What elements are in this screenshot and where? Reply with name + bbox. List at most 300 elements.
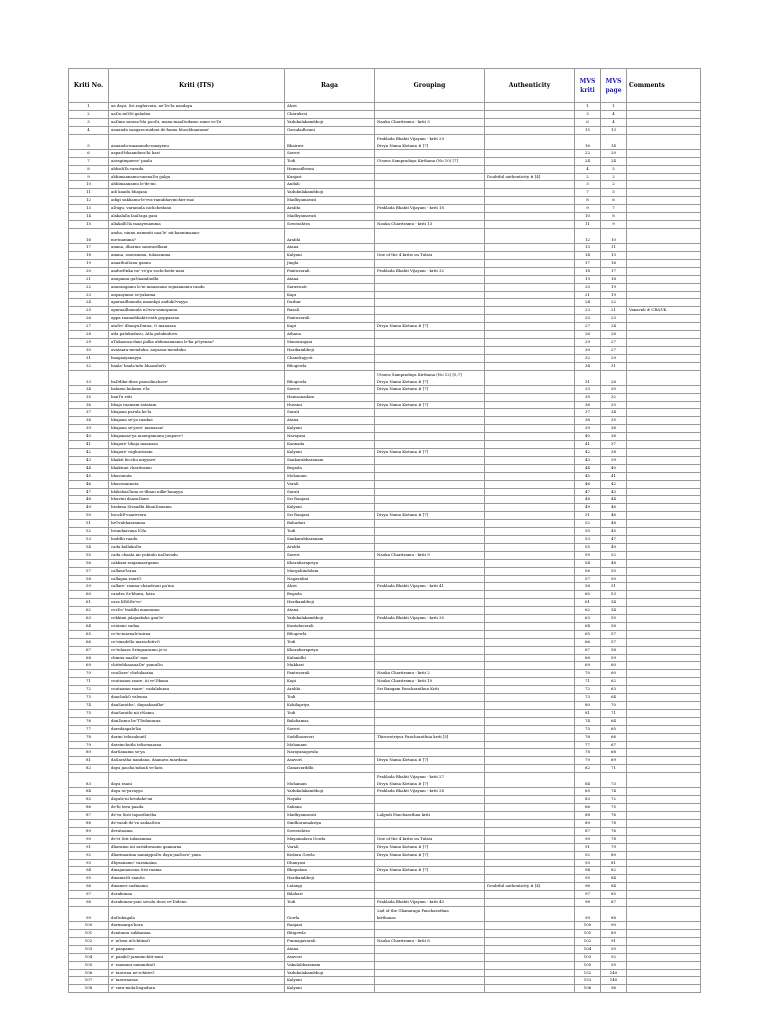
grouping-cell (375, 472, 485, 480)
header-authenticity: Authenticity (485, 69, 575, 103)
comments-cell (627, 181, 701, 189)
table-row (69, 599, 701, 607)
table-row (69, 244, 701, 252)
header-grouping: Grouping (375, 69, 485, 103)
authenticity-cell (485, 867, 575, 875)
authenticity-cell: Doubtful authenticity # [4] (485, 173, 575, 181)
mvs-kriti-cell: 74 (575, 717, 601, 725)
mvs-page-cell: 87 (601, 899, 627, 907)
authenticity-cell (485, 441, 575, 449)
kriti-name-cell: banTu riiti (109, 393, 285, 401)
grouping-cell (375, 646, 485, 654)
raga-cell: Todi (285, 709, 375, 717)
raga-cell: Bilogowla (285, 630, 375, 638)
comments-cell (627, 535, 701, 543)
comments-cell (627, 686, 701, 694)
kriti-no-cell: 47 (69, 488, 109, 496)
raga-cell: Kalyani (285, 977, 375, 985)
comments-cell (627, 291, 701, 299)
grouping-cell (375, 591, 485, 599)
mvs-kriti-cell: 51 (575, 512, 601, 520)
grouping-cell (375, 859, 485, 867)
table-row (69, 331, 701, 339)
header-comments: Comments (627, 69, 701, 103)
comments-cell (627, 110, 701, 118)
mvs-kriti-cell: 70 (575, 670, 601, 678)
table-row (69, 543, 701, 551)
mvs-kriti-cell: 36 (575, 401, 601, 409)
kriti-no-cell: 88 (69, 819, 109, 827)
comments-cell (627, 504, 701, 512)
table-row (69, 449, 701, 457)
kriti-name-cell: de'hi tava paada (109, 804, 285, 812)
mvs-page-cell: 54 (601, 599, 627, 607)
kriti-name-cell: bhajana parula ke'la (109, 409, 285, 417)
mvs-page-cell: 9 (601, 220, 627, 228)
grouping-cell (375, 796, 485, 804)
raga-cell: Kalanidhi (285, 654, 375, 662)
grouping-cell (375, 930, 485, 938)
mvs-page-cell: 19 (601, 283, 627, 291)
mvs-kriti-cell: 19 (575, 275, 601, 283)
mvs-kriti-cell: 101 (575, 930, 601, 938)
kriti-no-cell: 31 (69, 354, 109, 362)
grouping-cell (375, 504, 485, 512)
authenticity-cell (485, 496, 575, 504)
raga-cell: Punnagavarali (285, 937, 375, 945)
grouping-cell (375, 496, 485, 504)
raga-cell: Varali (285, 480, 375, 488)
authenticity-cell (485, 985, 575, 993)
kriti-name-cell: allakallOla maayenamma (109, 220, 285, 228)
kriti-name-cell: ataDe' dhanyuDuraa, O manasaa (109, 323, 285, 331)
grouping-cell (375, 827, 485, 835)
raga-cell: Sahana (285, 804, 375, 812)
comments-cell (627, 646, 701, 654)
kriti-no-cell: 69 (69, 662, 109, 670)
mvs-page-cell: 39 (601, 456, 627, 464)
raga-cell: Kapi (285, 323, 375, 331)
mvs-kriti-cell: 87 (575, 827, 601, 835)
table-row (69, 149, 701, 157)
authenticity-cell (485, 945, 575, 953)
raga-cell: Kunjari (285, 173, 375, 181)
mvs-kriti-cell: 80 (575, 702, 601, 710)
comments-cell (627, 189, 701, 197)
kriti-name-cell: dinajanaavana Srii raama (109, 867, 285, 875)
grouping-cell (375, 575, 485, 583)
grouping-cell (375, 425, 485, 433)
grouping-cell: Utsava Sampradaya Kirthana (No 12) [5,7] Divya Nama Kirtana # [7] (375, 370, 485, 385)
table-row (69, 859, 701, 867)
kriti-no-cell: 29 (69, 338, 109, 346)
table-row (69, 819, 701, 827)
raga-cell: Kapi (285, 678, 375, 686)
kriti-no-cell: 98 (69, 899, 109, 907)
table-row (69, 607, 701, 615)
kriti-no-cell: 39 (69, 425, 109, 433)
kriti-no-cell: 78 (69, 733, 109, 741)
authenticity-cell (485, 354, 575, 362)
mvs-page-cell: 80 (601, 851, 627, 859)
kriti-no-cell: 43 (69, 456, 109, 464)
authenticity-cell (485, 859, 575, 867)
table-row (69, 251, 701, 259)
grouping-cell: Divya Nama Kirtana # [7] (375, 512, 485, 520)
raga-cell: Asavori (285, 757, 375, 765)
raga-cell: Varali (285, 843, 375, 851)
mvs-kriti-cell: 23 (575, 307, 601, 315)
kriti-name-cell: e' panikO janminchiti-nani (109, 953, 285, 961)
kriti-name-cell: amma, dharma samvardhani (109, 244, 285, 252)
authenticity-cell (485, 244, 575, 252)
kriti-no-cell: 61 (69, 599, 109, 607)
mvs-page-cell: 46 (601, 504, 627, 512)
mvs-page-cell: 44 (601, 496, 627, 504)
table-row (69, 496, 701, 504)
mvs-page-cell: 14 (601, 134, 627, 149)
grouping-cell (375, 331, 485, 339)
raga-cell: Madhyamavati (285, 197, 375, 205)
kriti-name-cell: brundaavana lOla (109, 528, 285, 536)
raga-cell: Bilogowla (285, 362, 375, 370)
grouping-cell: Divya Nama Kirtana # [7] (375, 757, 485, 765)
mvs-page-cell: 17 (601, 267, 627, 275)
authenticity-cell (485, 670, 575, 678)
raga-cell: Harikambhoji (285, 346, 375, 354)
table-row (69, 409, 701, 417)
comments-cell (627, 401, 701, 409)
grouping-cell: Divya Nama Kirtana # [7] (375, 867, 485, 875)
kriti-name-cell: bhaktuni charitramu (109, 464, 285, 472)
comments-cell (627, 819, 701, 827)
comments-cell (627, 299, 701, 307)
kriti-name-cell: daya raani (109, 773, 285, 788)
comments-cell (627, 205, 701, 213)
mvs-page-cell: 4 (601, 110, 627, 118)
mvs-kriti-cell: 63 (575, 615, 601, 623)
raga-cell: Chandrajyoti (285, 354, 375, 362)
kriti-no-cell: 51 (69, 520, 109, 528)
kriti-no-cell: 71 (69, 678, 109, 686)
comments-cell (627, 812, 701, 820)
raga-cell: Gowla (285, 906, 375, 921)
authenticity-cell (485, 189, 575, 197)
mvs-page-cell: 48 (601, 559, 627, 567)
comments-cell (627, 796, 701, 804)
comments-cell (627, 875, 701, 883)
mvs-page-cell: 92 (601, 953, 627, 961)
table-row (69, 717, 701, 725)
raga-cell: Hussini (285, 401, 375, 409)
authenticity-cell (485, 157, 575, 165)
grouping-cell (375, 875, 485, 883)
mvs-kriti-cell: 83 (575, 796, 601, 804)
mvs-page-cell: 23 (601, 315, 627, 323)
mvs-page-cell: 95 (601, 961, 627, 969)
table-row (69, 670, 701, 678)
authenticity-cell (485, 662, 575, 670)
mvs-kriti-cell: 77 (575, 741, 601, 749)
table-row (69, 205, 701, 213)
authenticity-cell (485, 819, 575, 827)
comments-cell (627, 393, 701, 401)
table-row (69, 930, 701, 938)
raga-cell: Kalyani (285, 449, 375, 457)
mvs-page-cell: 51 (601, 583, 627, 591)
table-row (69, 551, 701, 559)
mvs-page-cell: 50 (601, 567, 627, 575)
table-row (69, 323, 701, 331)
raga-cell: Bahudari (285, 520, 375, 528)
comments-cell (627, 480, 701, 488)
raga-cell: Mayamalava Gowla (285, 835, 375, 843)
table-row (69, 110, 701, 118)
authenticity-cell (485, 213, 575, 221)
kriti-no-cell: 59 (69, 583, 109, 591)
kriti-name-cell: aananda saagara-mideni de'hamu bhoobhaarame' (109, 126, 285, 134)
table-row (69, 559, 701, 567)
authenticity-cell (485, 315, 575, 323)
table-row (69, 464, 701, 472)
kriti-no-cell: 99 (69, 906, 109, 921)
raga-cell: Arabhi (285, 228, 375, 243)
grouping-cell (375, 953, 485, 961)
kriti-no-cell: 49 (69, 504, 109, 512)
kriti-name-cell: cada kallakuDu (109, 543, 285, 551)
table-row (69, 441, 701, 449)
mvs-page-cell: 88 (601, 906, 627, 921)
kriti-no-cell: 92 (69, 851, 109, 859)
authenticity-cell (485, 362, 575, 370)
kriti-no-cell: 34 (69, 385, 109, 393)
raga-cell: Narayani (285, 433, 375, 441)
mvs-page-cell: 18 (601, 275, 627, 283)
kriti-name-cell: bhavanuta (109, 472, 285, 480)
mvs-page-cell: 10 (601, 228, 627, 243)
mvs-kriti-cell: 79 (575, 757, 601, 765)
raga-cell: Surati (285, 409, 375, 417)
grouping-cell: One of the 4 kritis on Tulasi (375, 251, 485, 259)
table-row (69, 646, 701, 654)
grouping-cell (375, 110, 485, 118)
grouping-cell (375, 535, 485, 543)
kriti-name-cell: bhajana se'ya raadaa (109, 417, 285, 425)
comments-cell (627, 134, 701, 149)
grouping-cell (375, 567, 485, 575)
kriti-no-cell: 106 (69, 969, 109, 977)
raga-cell: Sri Ranjani (285, 512, 375, 520)
table-row (69, 401, 701, 409)
kriti-no-cell: 53 (69, 535, 109, 543)
kriti-no-cell: 45 (69, 472, 109, 480)
kriti-name-cell: dhyaaname' varamaina (109, 859, 285, 867)
kriti-no-cell: 52 (69, 528, 109, 536)
comments-cell (627, 283, 701, 291)
grouping-cell (375, 464, 485, 472)
authenticity-cell (485, 694, 575, 702)
kriti-name-cell: buddhi raadu (109, 535, 285, 543)
mvs-page-cell: 27 (601, 338, 627, 346)
kriti-name-cell: darini telusukontl (109, 733, 285, 741)
authenticity-cell (485, 331, 575, 339)
authenticity-cell (485, 433, 575, 441)
comments-cell (627, 228, 701, 243)
comments-cell (627, 733, 701, 741)
header-raga: Raga (285, 69, 375, 103)
comments-cell (627, 251, 701, 259)
authenticity-cell (485, 937, 575, 945)
raga-cell: Todi (285, 694, 375, 702)
authenticity-cell (485, 251, 575, 259)
kriti-name-cell: aaDa mODi galadaa (109, 110, 285, 118)
comments-cell (627, 433, 701, 441)
mvs-kriti-cell: 38 (575, 417, 601, 425)
kriti-no-cell: 17 (69, 244, 109, 252)
header-mvs-page: MVS page (601, 69, 627, 103)
comments-cell (627, 323, 701, 331)
authenticity-cell (485, 275, 575, 283)
table-row (69, 433, 701, 441)
mvs-kriti-cell: 25 (575, 315, 601, 323)
mvs-page-cell: 38 (601, 449, 627, 457)
kriti-name-cell: balamu kulamu e'la (109, 385, 285, 393)
mvs-kriti-cell: 20 (575, 283, 601, 291)
comments-cell (627, 157, 701, 165)
comments-cell (627, 409, 701, 417)
kriti-name-cell: anyaayamu se'yakuma (109, 291, 285, 299)
kriti-name-cell: aananda-maanandu-maayenu (109, 134, 285, 149)
authenticity-cell (485, 930, 575, 938)
mvs-kriti-cell: 3 (575, 110, 601, 118)
comments-cell (627, 741, 701, 749)
kriti-name-cell: aaDina sarasa'Ma pooDi, mana-maaDudamo ramo ve'Di (109, 118, 285, 126)
raga-cell: Atana (285, 945, 375, 953)
authenticity-cell (485, 725, 575, 733)
mvs-page-cell: 48 (601, 520, 627, 528)
mvs-page-cell: 63 (601, 686, 627, 694)
mvs-kriti-cell: 1 (575, 103, 601, 111)
table-row (69, 267, 701, 275)
mvs-kriti-cell: 106 (575, 985, 601, 993)
authenticity-cell (485, 370, 575, 385)
mvs-kriti-cell: 66 (575, 638, 601, 646)
authenticity-cell (485, 567, 575, 575)
raga-cell: Suddhasaveri (285, 733, 375, 741)
raga-cell: Harikambhoji (285, 599, 375, 607)
grouping-cell (375, 543, 485, 551)
grouping-cell (375, 433, 485, 441)
grouping-cell: Thiruvotriyur Pancharathna kriti [5] (375, 733, 485, 741)
table-row (69, 891, 701, 899)
authenticity-cell (485, 299, 575, 307)
mvs-page-cell: 47 (601, 535, 627, 543)
mvs-kriti-cell: 31 (575, 370, 601, 385)
mvs-page-cell: 55 (601, 615, 627, 623)
table-row (69, 796, 701, 804)
mvs-kriti-cell: 39 (575, 425, 601, 433)
comments-cell (627, 567, 701, 575)
comments-cell (627, 275, 701, 283)
grouping-cell: Prahlada Bhakti Vijayam - kriti 28 (375, 788, 485, 796)
kriti-no-cell: 56 (69, 559, 109, 567)
kriti-no-cell: 100 (69, 922, 109, 930)
kriti-name-cell: durmaarga'hara (109, 922, 285, 930)
raga-cell: Pantuvarali (285, 670, 375, 678)
authenticity-cell (485, 575, 575, 583)
mvs-kriti-cell: 58 (575, 583, 601, 591)
grouping-cell: Divya Nama Kirtana # [7] (375, 323, 485, 331)
comments-cell (627, 749, 701, 757)
mvs-page-cell: 91 (601, 937, 627, 945)
mvs-page-cell: 52 (601, 551, 627, 559)
mvs-page-cell: 56 (601, 622, 627, 630)
mvs-kriti-cell: 71 (575, 678, 601, 686)
kriti-name-cell: brOvabhaaramaa (109, 520, 285, 528)
mvs-page-cell: 19 (601, 291, 627, 299)
kriti-name-cell: darsinchutla telisenaaraa (109, 741, 285, 749)
raga-cell: Bilogowla (285, 370, 375, 385)
authenticity-cell (485, 559, 575, 567)
kriti-no-cell: 60 (69, 591, 109, 599)
kriti-name-cell: atla palukuduvu, Atla palukuduvu (109, 331, 285, 339)
kriti-name-cell: e' nOmu nOchitimO (109, 937, 285, 945)
authenticity-cell (485, 220, 575, 228)
kriti-no-cell: 26 (69, 315, 109, 323)
mvs-page-cell: 93 (601, 945, 627, 953)
kriti-name-cell: ce'tulaara Sringaaramu je'si (109, 646, 285, 654)
comments-cell (627, 906, 701, 921)
header-mvs-kriti: MVS kriti (575, 69, 601, 103)
mvs-kriti-cell: 95 (575, 875, 601, 883)
mvs-kriti-cell: 10 (575, 213, 601, 221)
raga-cell: Yadukulakambhoji (285, 189, 375, 197)
authenticity-cell (485, 165, 575, 173)
comments-cell (627, 851, 701, 859)
grouping-cell: Divya Nama Kirtana # [7] (375, 401, 485, 409)
comments-cell (627, 835, 701, 843)
raga-cell: Narayanagowla (285, 749, 375, 757)
grouping-cell (375, 456, 485, 464)
authenticity-cell (485, 425, 575, 433)
comments-cell (627, 765, 701, 773)
mvs-page-cell: 58 (601, 646, 627, 654)
mvs-page-cell: 4 (601, 118, 627, 126)
mvs-kriti-cell: 35 (575, 393, 601, 401)
mvs-kriti-cell: 16 (575, 134, 601, 149)
kriti-name-cell: anupama guNaambudhi (109, 275, 285, 283)
raga-cell: Mukhari (285, 662, 375, 670)
raga-cell: Todi (285, 899, 375, 907)
table-row (69, 425, 701, 433)
grouping-cell (375, 985, 485, 993)
authenticity-cell (485, 401, 575, 409)
raga-cell: Atana (285, 417, 375, 425)
mvs-kriti-cell: 8 (575, 197, 601, 205)
authenticity-cell (485, 851, 575, 859)
kriti-name-cell: appa raamabhakti-enth goppaaraa (109, 315, 285, 323)
mvs-page-cell: 33 (601, 401, 627, 409)
authenticity-cell (485, 773, 575, 788)
kriti-name-cell: callane'larua (109, 567, 285, 575)
kriti-name-cell: bhakti bicchu miyyave' (109, 456, 285, 464)
table-row (69, 851, 701, 859)
comments-cell (627, 717, 701, 725)
table-row (69, 733, 701, 741)
mvs-kriti-cell: 33 (575, 385, 601, 393)
table-row (69, 638, 701, 646)
mvs-kriti-cell: 76 (575, 733, 601, 741)
